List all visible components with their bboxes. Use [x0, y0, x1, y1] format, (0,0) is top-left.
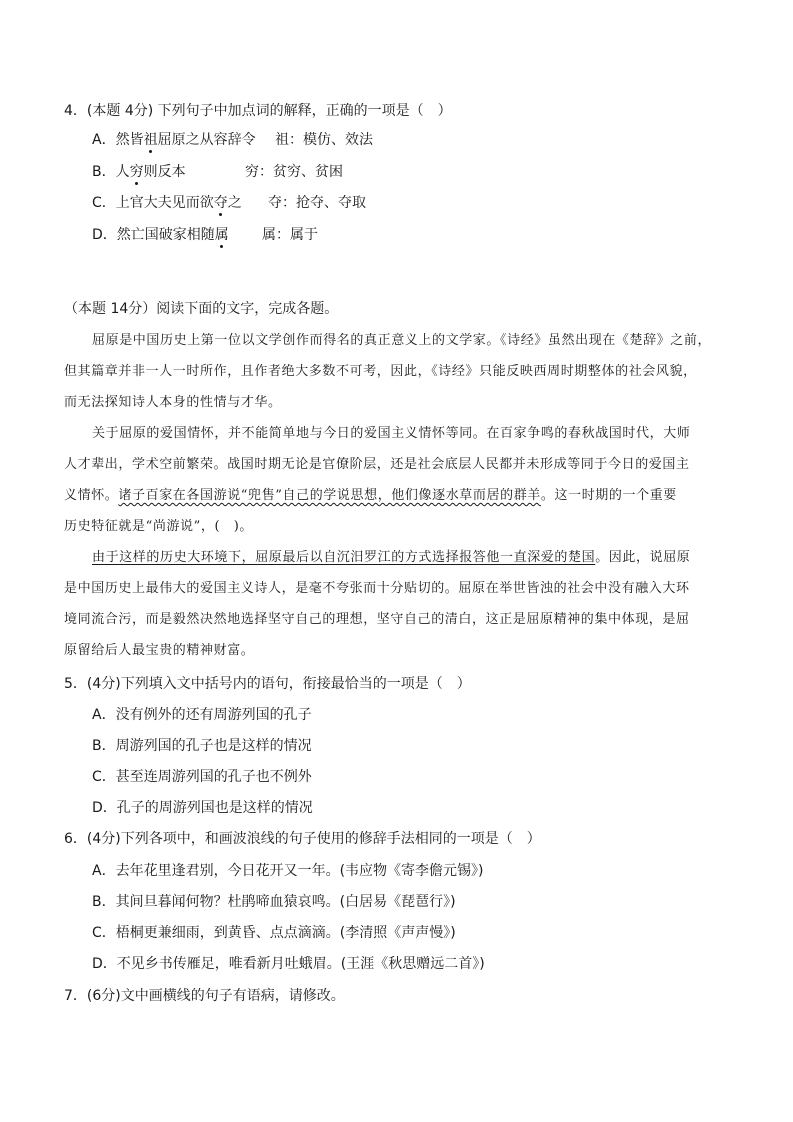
underlined-sentence: 由于这样的历史大环境下，屈原最后以自沉汨罗江的方式选择报答他一直深爱的楚国 — [92, 550, 596, 565]
q6-option-b: B．其间旦暮闻何物？杜鹃啼血猿哀鸣。(白居易《琵琶行》) — [92, 894, 456, 910]
q6-option-a: A．去年花里逢君别，今日花开又一年。(韦应物《寄李儋元锡》) — [92, 863, 484, 879]
q6-option-c: C．梧桐更兼细雨，到黄昏、点点滴滴。(李清照《声声慢》) — [92, 925, 456, 941]
q5-option-a: A．没有例外的还有周游列国的孔子 — [92, 707, 312, 723]
passage-p3-line2: 是中国历史上最伟大的爱国主义诗人，是毫不夸张而十分贴切的。屈原在举世皆浊的社会中没有融入大环 — [64, 581, 690, 596]
passage-p3-line4: 原留给后人最宝贵的精神财富。 — [64, 643, 255, 658]
q4-option-c: C．上官大夫见而欲夺之 — [92, 195, 242, 211]
q6-option-d: D．不见乡书传雁足，唯看新月吐蛾眉。(王涯《秋思赠远二首》) — [92, 956, 485, 972]
q4-option-d: D．然亡国破家相随属 — [92, 227, 229, 243]
passage-p2-line4: 历史特征就是“尚游说”，( )。 — [64, 519, 254, 534]
emphasis-dot-char: 祖 — [143, 132, 158, 148]
q4-option-c-gloss: 夺：抢夺、夺取 — [268, 195, 366, 211]
q4-option-d-gloss: 属：属于 — [262, 227, 318, 243]
passage-p2-line2: 人才辈出，学术空前繁荣。战国时期无论是官僚阶层，还是社会底层人民都并未形成等同于今日的爱国主 — [64, 457, 690, 472]
q4-option-a: A．然皆祖屈原之从容辞令 — [92, 132, 256, 148]
q4-option-b-gloss: 穷：贫穷、贫困 — [245, 164, 343, 180]
q7-stem: 7．(6分)文中画横线的句子有语病，请修改。 — [64, 988, 345, 1004]
emphasis-dot-char: 穷 — [129, 164, 144, 180]
passage-p1-line3: 而无法探知诗人本身的性情与才华。 — [64, 395, 282, 410]
q5-option-d: D．孔子的周游列国也是这样的情况 — [92, 800, 313, 816]
passage-p1-line1: 屈原是中国历史上第一位以文学创作而得名的真正意义上的文学家。《诗经》虽然出现在《楚辞》之前， — [92, 333, 712, 348]
passage-p2-line3: 义情怀。诸子百家在各国游说“兜售”自己的学说思想，他们像逐水草而居的群羊。这一时期的一个重要 — [64, 488, 677, 503]
q4-stem: 4．(本题 4分) 下列句子中加点词的解释，正确的一项是（ ） — [64, 103, 452, 119]
emphasis-dot-char: 夺 — [213, 195, 228, 211]
q5-stem: 5．(4分)下列填入文中括号内的语句，衔接最恰当的一项是（ ） — [64, 676, 471, 692]
q4-option-b: B．人穷则反本 — [92, 164, 186, 180]
passage-p3-line1: 由于这样的历史大环境下，屈原最后以自沉汨罗江的方式选择报答他一直深爱的楚国。因此，说屈原 — [92, 550, 691, 565]
q5-option-c: C．甚至连周游列国的孔子也不例外 — [92, 769, 312, 785]
passage-p1-line2: 但其篇章并非一人一时所作，且作者绝大多数不可考，因此，《诗经》只能反映西周时期整体的社会风貌， — [64, 364, 697, 379]
reading-intro: （本题 14分）阅读下面的文字，完成各题。 — [64, 301, 339, 317]
wavy-underlined-sentence: 诸子百家在各国游说“兜售”自己的学说思想，他们像逐水草而居的群羊 — [118, 488, 541, 503]
passage-p3-line3: 境同流合污，而是毅然决然地选择坚守自己的理想，坚守自己的清白，这正是屈原精神的集中体现，是屈 — [64, 612, 690, 627]
q6-stem: 6．(4分)下列各项中，和画波浪线的句子使用的修辞手法相同的一项是（ ） — [64, 831, 541, 847]
q5-option-b: B．周游列国的孔子也是这样的情况 — [92, 738, 312, 754]
emphasis-dot-char: 属 — [214, 227, 229, 243]
q4-option-a-gloss: 祖：模仿、效法 — [275, 132, 373, 148]
passage-p2-line1: 关于屈原的爱国情怀，并不能简单地与今日的爱国主义情怀等同。在百家争鸣的春秋战国时代，大师 — [92, 426, 691, 441]
